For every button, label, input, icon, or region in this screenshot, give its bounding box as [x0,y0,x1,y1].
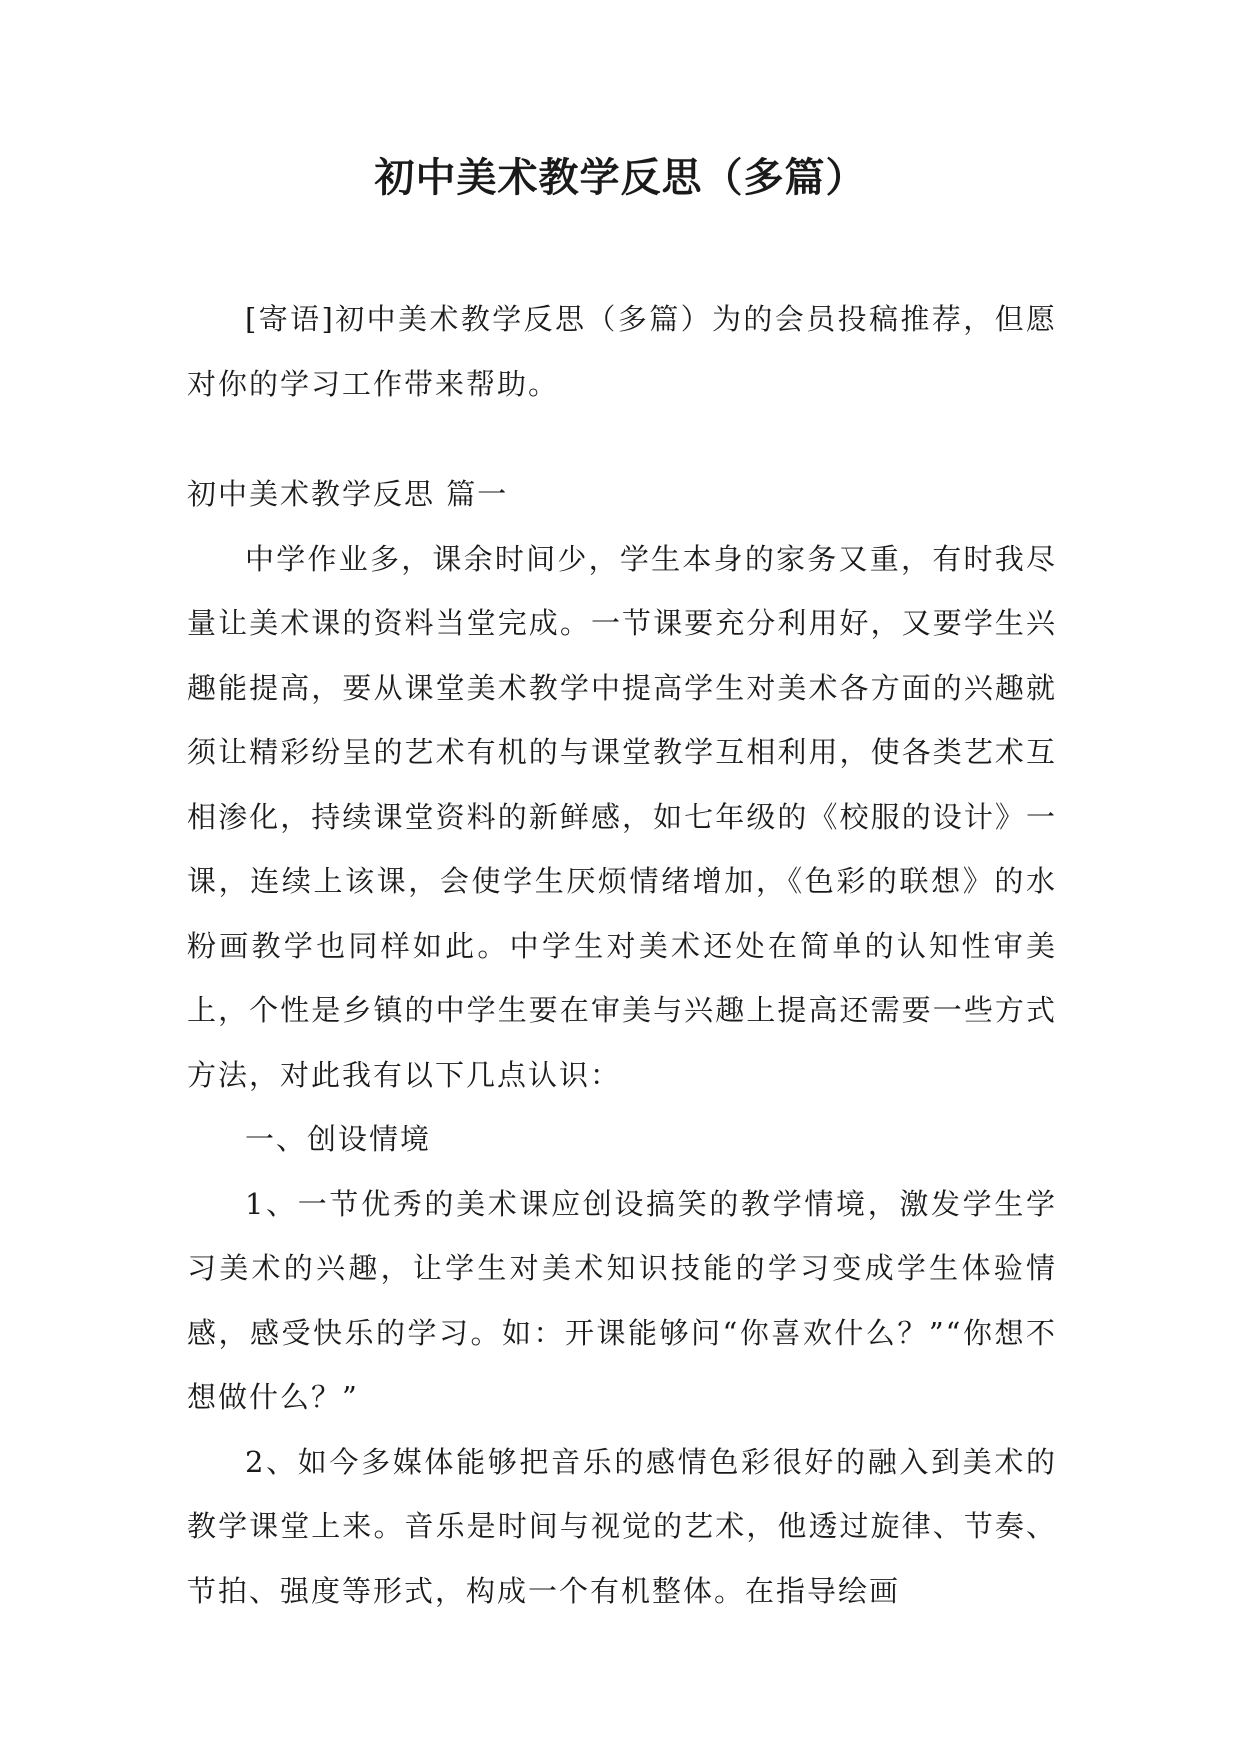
body-paragraph: 中学作业多，课余时间少，学生本身的家务又重，有时我尽量让美术课的资料当堂完成。一节课要充分利用好，又要学生兴趣能提高，要从课堂美术教学中提高学生对美术各方面的兴趣就须让精彩纷呈的艺术有机的与课堂教学互相利用，使各类艺术互相渗化，持续课堂资料的新鲜感，如七年级的《校服的设计》一课，连续上该课，会使学生厌烦情绪增加，《色彩的联想》的水粉画教学也同样如此。中学生对美术还处在简单的认知性审美上，个性是乡镇的中学生要在审美与兴趣上提高还需要一些方式方法，对此我有以下几点认识： [187,541,1057,1092]
article-body [187,462,1057,1623]
document-title: 初中美术教学反思（多篇） [374,154,867,201]
section-heading: 初中美术教学反思 篇一 [187,477,509,511]
subsection-heading: 一、创设情境 [245,1122,432,1156]
intro-paragraph: [寄语]初中美术教学反思（多篇）为的会员投稿推荐，但愿对你的学习工作带来帮助。 [187,302,1057,401]
intro-block [187,287,1057,416]
body-paragraph: 1、一节优秀的美术课应创设搞笑的教学情境，激发学生学习美术的兴趣，让学生对美术知识技能的学习变成学生体验情感，感受快乐的学习。如：开课能够问“你喜欢什么？”“你想不想做什么？” [187,1186,1057,1414]
body-paragraph: 2、如今多媒体能够把音乐的感情色彩很好的融入到美术的教学课堂上来。音乐是时间与视觉的艺术，他透过旋律、节奏、节拍、强度等形式，构成一个有机整体。在指导绘画 [187,1444,1057,1608]
